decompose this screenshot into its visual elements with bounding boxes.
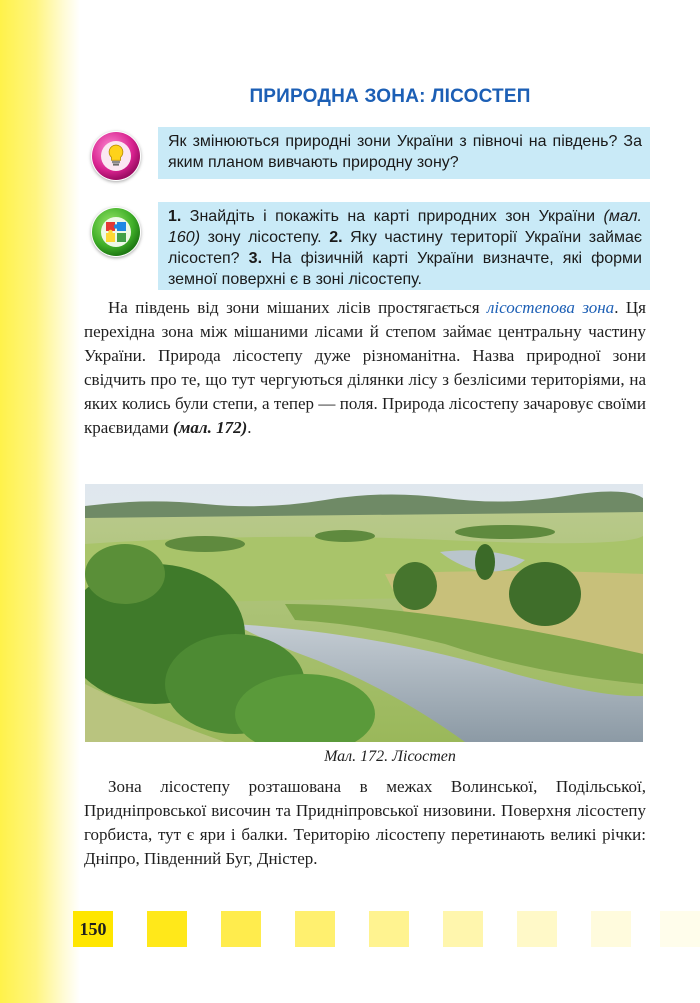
- decor-square: [221, 911, 261, 947]
- task-number-1: 1.: [168, 208, 182, 225]
- forest-steppe-photo: [85, 484, 643, 742]
- paragraph-intro-body: . Ця перехідна зона між мішаними лісами й степом займає центральну частину України. Природа лісостепу дуже різноманітна. Назва природної зони свідчить про те, що тут чергуються ділянки лісу з безлісими територіями, на яких колись були степи, а тепер — поля. Природа лісостепу зачаровує своїми краєвидами: [84, 298, 646, 437]
- decor-square: [443, 911, 483, 947]
- paragraph-intro: [84, 296, 646, 440]
- decor-square: [369, 911, 409, 947]
- lightbulb-icon: [91, 131, 141, 181]
- decor-square: [660, 911, 700, 947]
- figure-ref-172: (мал. 172): [173, 418, 248, 437]
- task-box: [158, 202, 650, 290]
- paragraph-location-text: Зона лісостепу розташована в межах Волинської, Подільської, Придніпровської височин та Придніпровської низовини. Поверхня лісостепу горбиста, тут є яри і балки. Територію лісостепу перетинають великі річки: Дніпро, Південний Буг, Дністер.: [84, 777, 646, 868]
- task-text-1: Знайдіть і покажіть на карті природних зон України: [181, 208, 604, 225]
- figure-caption: Мал. 172. Лісостеп: [324, 748, 456, 765]
- figure-ref-160: (мал. 160): [168, 208, 642, 246]
- page-number: 150: [73, 911, 113, 947]
- task-text-4: На фізичній карті України визначте, які форми земної поверхні є в зоні лісостепу.: [168, 250, 642, 288]
- task-number-2: 2.: [329, 229, 343, 246]
- paragraph-intro-end: .: [247, 418, 252, 437]
- question-box: [158, 127, 650, 179]
- decor-square: [591, 911, 631, 947]
- task-text-3: Яку частину території України займає лісостеп?: [168, 229, 643, 267]
- decor-square: [517, 911, 557, 947]
- question-text: Як змінюються природні зони України з півночі на південь? За яким планом вивчають природну зону?: [168, 133, 642, 171]
- term-forest-steppe: лісостепова зона: [486, 298, 615, 317]
- task-number-3: 3.: [248, 250, 263, 267]
- paragraph-location: [84, 775, 646, 871]
- page-title: ПРИРОДНА ЗОНА: ЛІСОСТЕП: [249, 86, 531, 107]
- decor-square: [295, 911, 335, 947]
- paragraph-intro-lead: На південь від зони мішаних лісів простягається: [108, 298, 487, 317]
- left-margin-band: [0, 0, 80, 1003]
- task-text-2: зону лісостепу.: [200, 229, 330, 246]
- puzzle-icon: [91, 207, 141, 257]
- decor-square: [147, 911, 187, 947]
